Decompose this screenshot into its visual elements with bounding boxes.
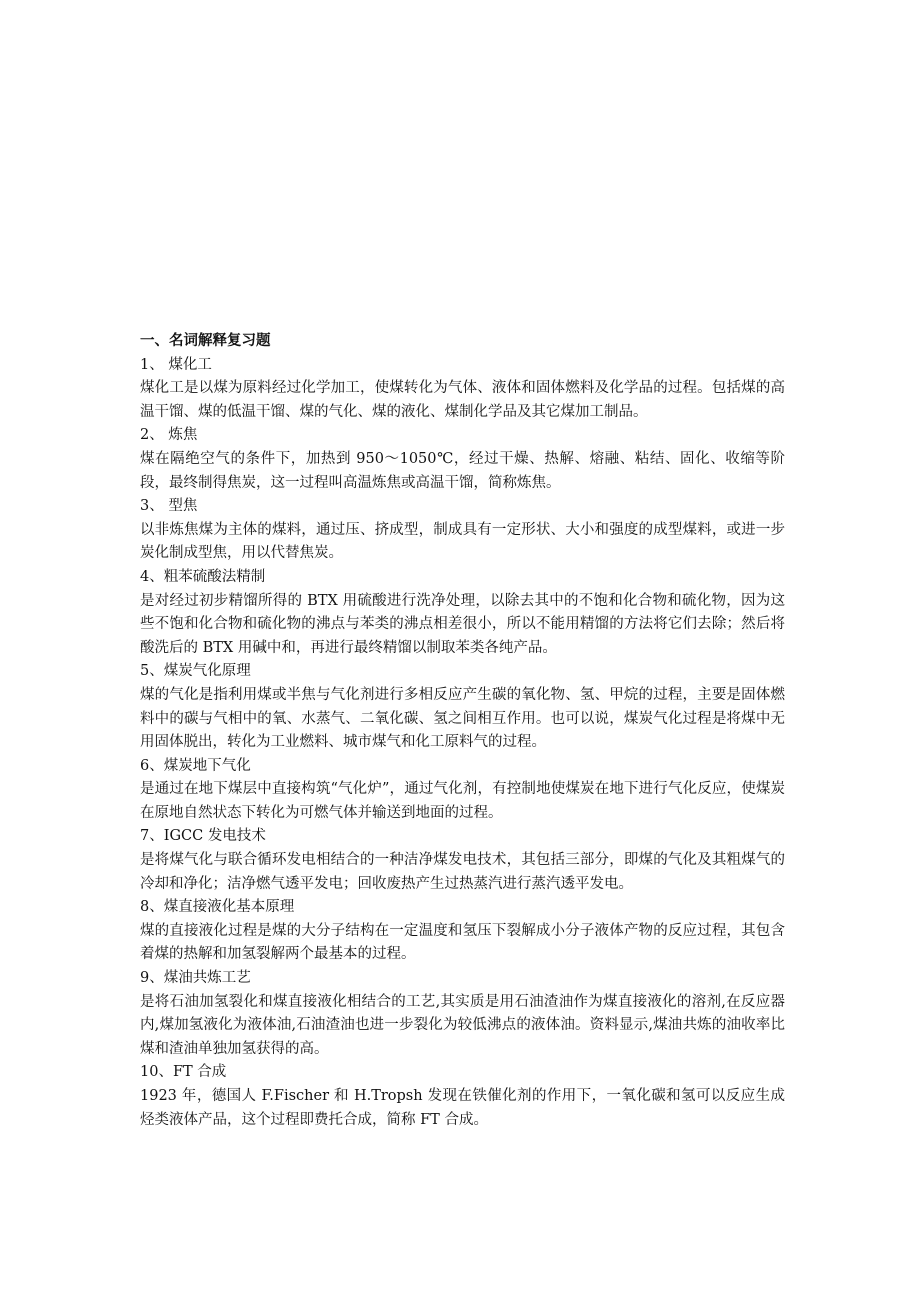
entry-body-2: 煤在隔绝空气的条件下，加热到 950～1050℃，经过干燥、热解、熔融、粘结、固化、收缩等阶段，最终制得焦炭，这一过程叫高温炼焦或高温干馏，简称炼焦。 [140, 450, 785, 491]
entry-body-1: 煤化工是以煤为原料经过化学加工，使煤转化为气体、液体和固体燃料及化学品的过程。包括煤的高温干馏、煤的低温干馏、煤的气化、煤的液化、煤制化学品及其它煤加工制品。 [140, 380, 785, 420]
entry-title-10: 10、FT 合成 [140, 1064, 227, 1081]
entry-body-8: 煤的直接液化过程是煤的大分子结构在一定温度和氢压下裂解成小分子液体产物的反应过程，其包含着煤的热解和加氢裂解两个最基本的过程。 [140, 922, 785, 963]
entry-title-8: 8、煤直接液化基本原理 [140, 899, 295, 916]
document-page [140, 330, 785, 1132]
entry-title-7: 7、IGCC 发电技术 [140, 828, 266, 845]
entry-title-2: 2、 炼焦 [140, 427, 198, 444]
entry-body-4: 是对经过初步精馏所得的 BTX 用硫酸进行洗净处理，以除去其中的不饱和化合物和硫化物，因为这些不饱和化合物和硫化物的沸点与苯类的沸点相差很小，所以不能用精馏的方法将它们去除；然后将酸洗后的 BTX 用碱中和，再进行最终精馏以制取苯类各纯产品。 [140, 592, 785, 656]
entry-body-6: 是通过在地下煤层中直接构筑“气化炉”，通过气化剂，有控制地使煤炭在地下进行气化反应，使煤炭在原地自然状态下转化为可燃气体并输送到地面的过程。 [140, 781, 785, 821]
entry-body-7: 是将煤气化与联合循环发电相结合的一种洁净煤发电技术，其包括三部分，即煤的气化及其粗煤气的冷却和净化；洁净燃气透平发电；回收废热产生过热蒸汽进行蒸汽透平发电。 [140, 852, 785, 892]
entry-body-5: 煤的气化是指利用煤或半焦与气化剂进行多相反应产生碳的氧化物、氢、甲烷的过程，主要是固体燃料中的碳与气相中的氧、水蒸气、二氧化碳、氢之间相互作用。也可以说，煤炭气化过程是将煤中无用固体脱出，转化为工业燃料、城市煤气和化工原料气的过程。 [140, 686, 785, 751]
section-title: 一、名词解释复习题 [140, 333, 271, 349]
entry-body-9: 是将石油加氢裂化和煤直接液化相结合的工艺,其实质是用石油渣油作为煤直接液化的溶剂,在反应器内,煤加氢液化为液体油,石油渣油也进一步裂化为较低沸点的液体油。资料显示,煤油共炼的油收率比煤和渣油单独加氢获得的高。 [140, 993, 785, 1057]
entry-title-5: 5、煤炭气化原理 [140, 663, 251, 680]
entry-body-10: 1923 年，德国人 F.Fischer 和 H.Tropsh 发现在铁催化剂的作用下，一氧化碳和氢可以反应生成烃类液体产品，这个过程即费托合成，简称 FT 合成。 [140, 1088, 785, 1128]
entry-body-3: 以非炼焦煤为主体的煤料，通过压、挤成型，制成具有一定形状、大小和强度的成型煤料，或进一步炭化制成型焦，用以代替焦炭。 [140, 521, 785, 562]
entry-title-3: 3、 型焦 [140, 498, 198, 515]
entry-title-1: 1、 煤化工 [140, 356, 212, 373]
entry-title-4: 4、粗苯硫酸法精制 [140, 568, 266, 585]
entry-title-6: 6、煤炭地下气化 [140, 757, 251, 774]
entry-title-9: 9、煤油共炼工艺 [140, 970, 251, 987]
